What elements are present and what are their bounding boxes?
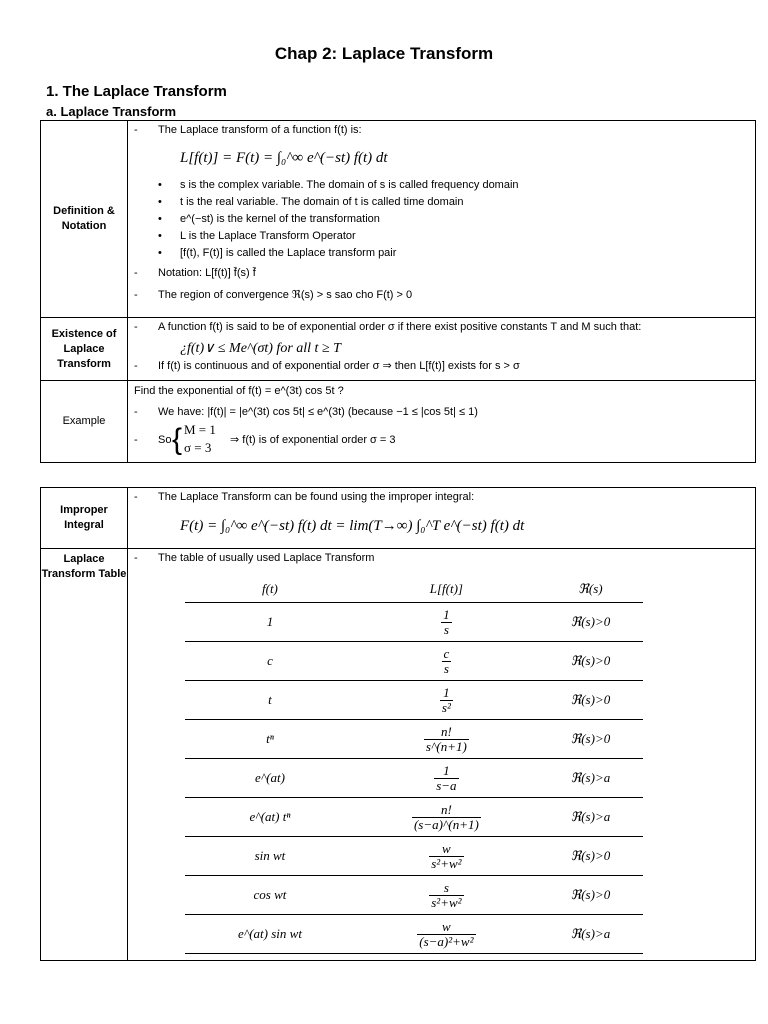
- subsection-heading: a. Laplace Transform: [46, 104, 177, 119]
- row-roc: ℜ(s)>a: [538, 915, 643, 954]
- existence-cell: - A function f(t) is said to be of exponential order σ if there exist positive constants T and M such that: ¿f(t)∨ ≤ Me^(σt) for all t ≥ T - If f(t) is continuous and of exponential order σ ⇒ then L[f(t)] exists for s > σ: [128, 318, 756, 381]
- row-numerator: 1: [434, 764, 458, 779]
- existence-line-1: A function f(t) is said to be of exponential order σ if there exist positive constants T and M such that:: [158, 321, 642, 333]
- table-row: [185, 798, 643, 837]
- row-f: e^(at): [185, 759, 355, 798]
- bullet-5: [f(t), F(t)] is called the Laplace transform pair: [180, 247, 397, 259]
- row-transform: [355, 915, 538, 954]
- row-denominator: s: [443, 660, 449, 676]
- row-transform: [355, 603, 538, 642]
- row-transform: [355, 759, 538, 798]
- row-f: e^(at) tⁿ: [185, 798, 355, 837]
- transform-table-header: [185, 576, 643, 603]
- row-numerator: n!: [412, 803, 481, 818]
- table-row: [185, 681, 643, 720]
- laplace-definition-table: [40, 120, 756, 463]
- section-heading: 1. The Laplace Transform: [46, 83, 227, 100]
- row-transform: [355, 681, 538, 720]
- row-transform: [355, 720, 538, 759]
- example-conclusion: ⇒ f(t) is of exponential order σ = 3: [230, 434, 396, 446]
- row-transform: [355, 642, 538, 681]
- row-roc: ℜ(s)>0: [538, 603, 643, 642]
- header-f: f(t): [185, 576, 355, 603]
- improper-cell: - The Laplace Transform can be found using the improper integral: F(t) = ∫₀^∞ e^(−st) f(t) dt = lim(T→∞) ∫₀^T e^(−st) f(t) dt: [128, 488, 756, 549]
- example-label: Example: [41, 381, 128, 463]
- row-roc: ℜ(s)>0: [538, 876, 643, 915]
- row-numerator: 1: [443, 606, 450, 622]
- transform-table: [185, 576, 643, 954]
- row-f: tⁿ: [185, 720, 355, 759]
- example-cond-2: σ = 3: [184, 440, 212, 455]
- notation-line: Notation: L[f(t)] f̄(s) f̄: [158, 267, 256, 279]
- row-numerator: w: [429, 842, 463, 857]
- row-denominator: (s−a)²+w²: [419, 933, 474, 949]
- row-numerator: 1: [440, 686, 453, 701]
- row-roc: ℜ(s)>a: [538, 759, 643, 798]
- existence-label: Existence of Laplace Transform: [41, 318, 128, 381]
- example-line-1: We have: |f(t)| = |e^(3t) cos 5t| ≤ e^(3t) (because −1 ≤ |cos 5t| ≤ 1): [158, 406, 478, 418]
- example-cond-1: M = 1: [184, 422, 216, 437]
- row-denominator: s²+w²: [431, 855, 462, 871]
- example-question: Find the exponential of f(t) = e^(3t) cos 5t ?: [134, 385, 344, 397]
- bullet-2: t is the real variable. The domain of t is called time domain: [180, 196, 464, 208]
- table-row: [185, 837, 643, 876]
- row-roc: ℜ(s)>a: [538, 798, 643, 837]
- row-numerator: w: [417, 920, 475, 935]
- row-numerator: n!: [424, 725, 469, 740]
- improper-line: The Laplace Transform can be found using the improper integral:: [158, 491, 475, 503]
- header-roc: ℜ(s): [538, 576, 643, 603]
- definition-formula: L[f(t)] = F(t) = ∫₀^∞ e^(−st) f(t) dt: [180, 150, 388, 166]
- row-denominator: (s−a)^(n+1): [413, 816, 479, 832]
- existence-line-2: If f(t) is continuous and of exponential order σ ⇒ then L[f(t)] exists for s > σ: [158, 360, 520, 372]
- row-f: cos wt: [185, 876, 355, 915]
- row-f: 1: [185, 603, 355, 642]
- definition-label: Definition & Notation: [41, 121, 128, 318]
- row-roc: ℜ(s)>0: [538, 681, 643, 720]
- definition-intro: The Laplace transform of a function f(t) is:: [158, 124, 362, 136]
- improper-label: Improper Integral: [41, 488, 128, 549]
- row-roc: ℜ(s)>0: [538, 642, 643, 681]
- row-transform: [355, 876, 538, 915]
- roc-line: The region of convergence ℜ(s) > s sao cho F(t) > 0: [158, 289, 413, 301]
- row-f: sin wt: [185, 837, 355, 876]
- bullet-3: e^(−st) is the kernel of the transformation: [180, 213, 380, 225]
- bullet-4: L is the Laplace Transform Operator: [180, 230, 356, 242]
- row-denominator: s²: [441, 699, 451, 715]
- table-row: [185, 642, 643, 681]
- page-title: Chap 2: Laplace Transform: [274, 44, 494, 63]
- table-row: [185, 720, 643, 759]
- table-row: [185, 876, 643, 915]
- header-l: L[f(t)]: [355, 576, 538, 603]
- row-f: t: [185, 681, 355, 720]
- row-roc: ℜ(s)>0: [538, 837, 643, 876]
- table-label: Laplace Transform Table: [41, 549, 128, 961]
- table-cell: - The table of usually used Laplace Transform f(t) L[f(t)] ℜ(s) 1 $\frac{1}{s}$ ℜ(s)>0 c $\frac{c}{s}$ ℜ(s)>0 t $\frac{1}{\text{s²}}$ ℜ(s)>0 tⁿ $\frac{n!}{s\^{}(n+1)}$ ℜ(s)>0 e^(at) $\frac{1}{s-a}$ ℜ(s)>a e^(at) tⁿ $\frac{n!}{(s-a)\^{}(n+1)}$ ℜ(s)>a sin wt $\frac{w}{\text{s²+w²}}$ ℜ(s)>0 cos wt $\frac{s}{\text{s²+w²}}$ ℜ(s)>0 e^(at) sin wt $\frac{w}{\text{(s−a)²+w²}}$ ℜ(s)>a: [128, 549, 756, 961]
- row-numerator: c: [443, 645, 450, 661]
- bullet-1: s is the complex variable. The domain of s is called frequency domain: [180, 179, 519, 191]
- row-denominator: s−a: [436, 777, 457, 793]
- brace-icon: {: [172, 423, 183, 456]
- table-row: [185, 759, 643, 798]
- improper-formula: F(t) = ∫₀^∞ e^(−st) f(t) dt = lim(T→∞) ∫₀^T e^(−st) f(t) dt: [180, 518, 525, 534]
- row-denominator: s: [443, 621, 449, 637]
- row-numerator: s: [429, 881, 463, 896]
- row-roc: ℜ(s)>0: [538, 720, 643, 759]
- table-row: [185, 603, 643, 642]
- row-denominator: s²+w²: [431, 894, 462, 910]
- example-so: So: [158, 434, 172, 446]
- example-cell: Find the exponential of f(t) = e^(3t) cos 5t ? - We have: |f(t)| = |e^(3t) cos 5t| ≤ e^(3t) (because −1 ≤ |cos 5t| ≤ 1) - So { M = 1 σ = 3 ⇒ f(t) is of exponential order σ = 3: [128, 381, 756, 463]
- row-transform: [355, 837, 538, 876]
- definition-cell: - The Laplace transform of a function f(t) is: L[f(t)] = F(t) = ∫₀^∞ e^(−st) f(t) dt • s is the complex variable. The domain of s is called frequency domain • t is the real variable. The domain of t is called time domain • e^(−st) is the kernel of the transformation • L is the Laplace Transform Operator • [f(t), F(t)] is called the Laplace transform pair - Notation: L[f(t)] f̄(s) f̄ - The region of convergence ℜ(s) > s sao cho F(t) > 0: [128, 121, 756, 318]
- row-f: c: [185, 642, 355, 681]
- table-intro: The table of usually used Laplace Transform: [158, 552, 375, 564]
- row-f: e^(at) sin wt: [185, 915, 355, 954]
- row-transform: [355, 798, 538, 837]
- row-denominator: s^(n+1): [425, 738, 467, 754]
- existence-formula: ¿f(t)∨ ≤ Me^(σt) for all t ≥ T: [180, 341, 341, 356]
- laplace-table-box: [40, 487, 756, 961]
- table-row: [185, 915, 643, 954]
